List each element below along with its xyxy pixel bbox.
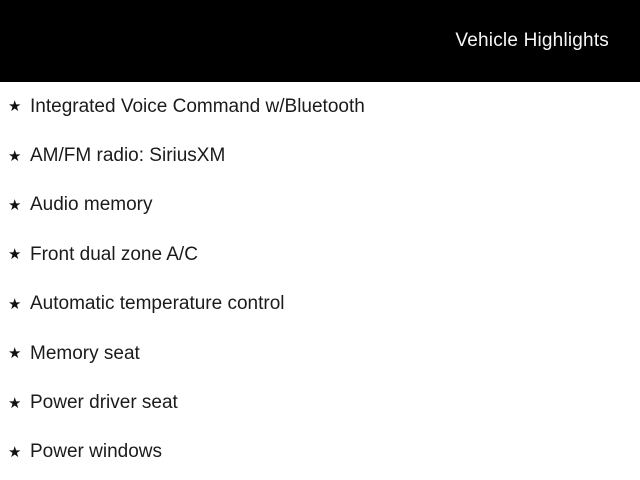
highlight-label: Power windows <box>30 441 162 463</box>
highlight-label: Audio memory <box>30 194 153 216</box>
highlights-list <box>0 82 640 477</box>
list-item <box>0 181 640 230</box>
star-icon: ★ <box>8 147 22 165</box>
list-item <box>0 428 640 477</box>
star-icon: ★ <box>8 98 22 116</box>
highlight-label: Memory seat <box>30 342 140 364</box>
highlight-label: Front dual zone A/C <box>30 243 198 265</box>
star-icon: ★ <box>8 345 22 363</box>
star-icon: ★ <box>8 196 22 214</box>
star-icon: ★ <box>8 295 22 313</box>
list-item <box>0 131 640 180</box>
page-title: Vehicle Highlights <box>455 30 609 51</box>
highlight-label: Automatic temperature control <box>30 293 285 315</box>
list-item <box>0 82 640 131</box>
highlight-label: Power driver seat <box>30 392 178 414</box>
highlight-label: Integrated Voice Command w/Bluetooth <box>30 95 365 117</box>
list-item <box>0 280 640 329</box>
star-icon: ★ <box>8 246 22 264</box>
highlight-label: AM/FM radio: SiriusXM <box>30 145 226 167</box>
list-item <box>0 230 640 279</box>
star-icon: ★ <box>8 443 22 461</box>
list-item <box>0 378 640 427</box>
header-bar <box>0 0 640 82</box>
list-item <box>0 329 640 378</box>
star-icon: ★ <box>8 394 22 412</box>
